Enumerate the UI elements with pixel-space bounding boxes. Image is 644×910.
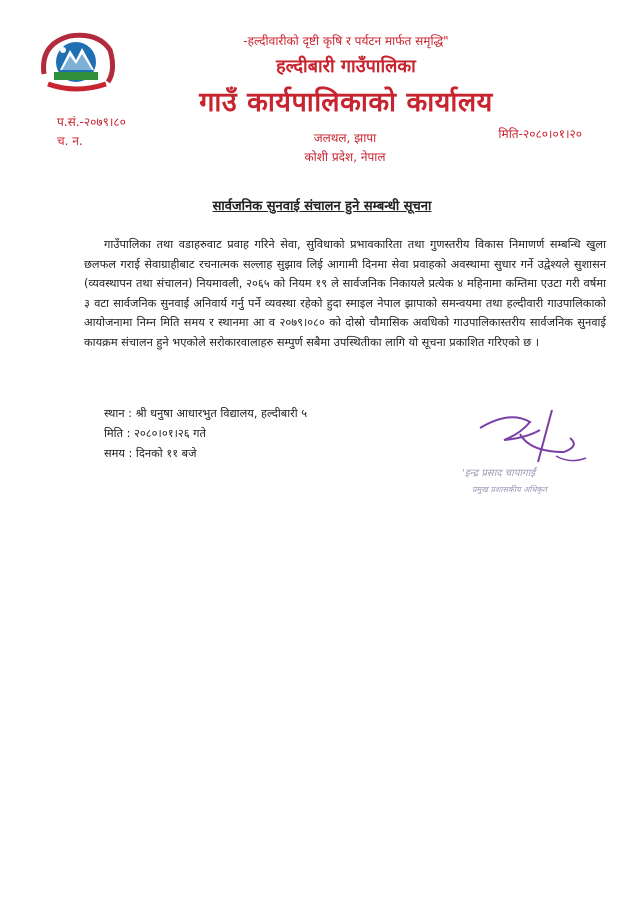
reference-number: प.सं.-२०७९।८० xyxy=(57,115,126,129)
municipality-name: हल्दीबारी गाउँपालिका xyxy=(276,56,416,77)
address-province: कोशी प्रदेश, नेपाल xyxy=(304,150,386,164)
notice-subject xyxy=(0,196,644,214)
stamp-name: 'इन्द्र प्रसाद चापागाईं xyxy=(462,468,536,479)
notice-body: गाउँपालिका तथा वडाहरुवाट प्रवाह गरिने सेवा, सुविधाको प्रभावकारिता तथा गुणस्तरीय विकास निमाणर्ण सम्बन्धि खुला छलफल गराई सेवाग्राहीबाट रचनात्मक सल्लाह सुझाव लिई आगामी दिनमा सेवा प्रवाहको अवस्थामा सुधार गर्ने उद्वेश्यले सुशासन (व्यवस्थापन तथा संचालन) नियमावली, २०६५ को नियम १९ ले सार्वजनिक निकायले प्रत्येक ४ महिनामा कम्तिमा एउटा गरी वर्षमा ३ वटा सार्वजनिक सुनवाई अनिवार्य गर्नु पर्ने व्यवस्था रहेको हुदा स्माइल नेपाल झापाको समन्वयमा तथा हल्दीवारी गाउपालिकाको आयोजनामा निम्न मिति समय र स्थानमा आ व २०७९।०८० को दोस्रो चौमासिक अवधिको गाउपालिकास्तरीय सार्वजनिक सुनवाई कायक्रम संचालन हुने भएकोले सरोकारवालाहरु सम्पुर्ण सबैमा उपस्थितीका लागि यो सूचना प्रकाशित गरिएको छ । xyxy=(84,238,606,349)
address-district: जलथल, झापा xyxy=(313,131,377,145)
nepal-government-emblem-logo xyxy=(38,30,116,96)
dispatch-number: च. न. xyxy=(57,134,83,148)
event-details xyxy=(104,404,307,464)
official-stamp xyxy=(462,466,547,498)
event-date: मिति : २०८०।०१।२६ गते xyxy=(104,427,206,440)
letterhead-motto: -हल्दीवारीको दृष्टी कृषि र पर्यटन मार्फत समृद्धि" xyxy=(243,34,449,48)
office-title: गाउँ कार्यपालिकाको कार्यालय xyxy=(199,87,493,118)
event-venue: स्थान : श्री धनुषा आधारभुत विद्यालय, हल्दीबारी ५ xyxy=(104,407,308,420)
letter-date: मिति-२०८०।०१।२० xyxy=(498,127,582,141)
stamp-title: प्रमुख प्रशासकीय अधिकृत xyxy=(472,485,548,494)
notice-subject-text: सार्वजनिक सुनवाई संचालन हुने सम्बन्धी सूचना xyxy=(212,199,432,214)
event-time: समय : दिनको ११ बजे xyxy=(104,447,197,460)
